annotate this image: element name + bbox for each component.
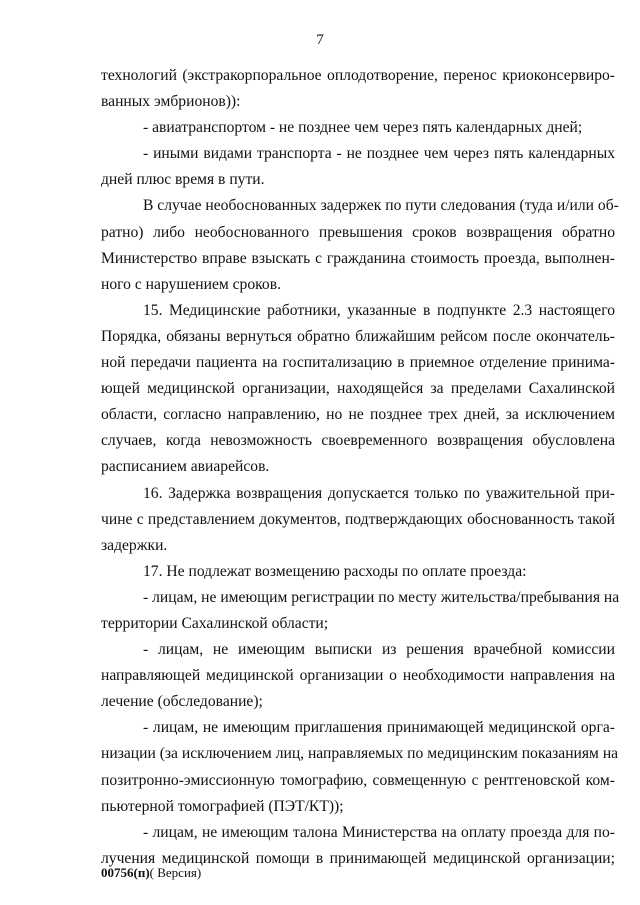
body-text (101, 63, 620, 872)
text-line: лучения медицинской помощи в принимающей медицинской организации; (101, 849, 615, 867)
text-line: - лицам, не имеющим талона Министерства на оплату проезда для по- (143, 823, 615, 841)
text-line: лечение (обследование); (101, 693, 263, 711)
text-line: чине с представлением документов, подтверждающих обоснованность такой (101, 510, 615, 528)
text-line: Порядка, обязаны вернуться обратно ближайшим рейсом после окончатель- (101, 327, 615, 345)
text-line: - лицам, не имеющим регистрации по месту жительства/пребывания на (143, 588, 620, 606)
text-line: позитронно-эмиссионную томографию, совмещенную с рентгеновской ком- (101, 771, 615, 789)
text-line: ванных эмбрионов)): (101, 93, 241, 111)
text-line: 16. Задержка возвращения допускается только по уважительной при- (143, 484, 615, 502)
text-line: ного с нарушением сроков. (101, 275, 281, 293)
text-line: - авиатранспортом - не позднее чем через пять календарных дней; (143, 119, 583, 137)
document-code: 00756(п) (101, 865, 150, 880)
text-line: 15. Медицинские работники, указанные в подпункте 2.3 настоящего (143, 301, 615, 319)
text-line: 17. Не подлежат возмещению расходы по оплате проезда: (143, 562, 527, 580)
text-line: ной передачи пациента на госпитализацию в приемное отделение принима- (101, 354, 615, 372)
text-line: области, согласно направлению, но не позднее трех дней, за исключением (101, 406, 615, 424)
text-line: дней плюс время в пути. (101, 171, 265, 189)
text-line: - лицам, не имеющим приглашения принимающей медицинской орга- (143, 719, 615, 737)
text-line: Министерство вправе взыскать с гражданина стоимость проезда, выполнен- (101, 249, 615, 267)
text-line: направляющей медицинской организации о необходимости направления на (101, 667, 615, 685)
text-line: ющей медицинской организации, находящейся за пределами Сахалинской (101, 380, 615, 398)
text-line: - иными видами транспорта - не позднее чем через пять календарных (143, 145, 615, 163)
text-line: территории Сахалинской области; (101, 614, 329, 632)
text-line: технологий (экстракорпоральное оплодотворение, перенос криоконсервиро- (101, 67, 615, 84)
text-line: пьютерной томографией (ПЭТ/КТ)); (101, 797, 344, 815)
text-line: В случае необоснованных задержек по пути следования (туда и/или об- (143, 197, 619, 215)
text-line: - лицам, не имеющим выписки из решения врачебной комиссии (143, 641, 615, 659)
document-footer (101, 865, 201, 881)
text-line: задержки. (101, 536, 168, 554)
text-line: расписанием авиарейсов. (101, 458, 270, 476)
text-line: случаев, когда невозможность своевременного возвращения обусловлена (101, 432, 615, 450)
page-number: 7 (316, 32, 324, 48)
document-version: ( Версия) (149, 865, 202, 880)
text-line: ратно) либо необоснованного превышения сроков возвращения обратно (101, 223, 615, 241)
text-line: низации (за исключением лиц, направляемых по медицинским показаниям на (101, 745, 619, 763)
